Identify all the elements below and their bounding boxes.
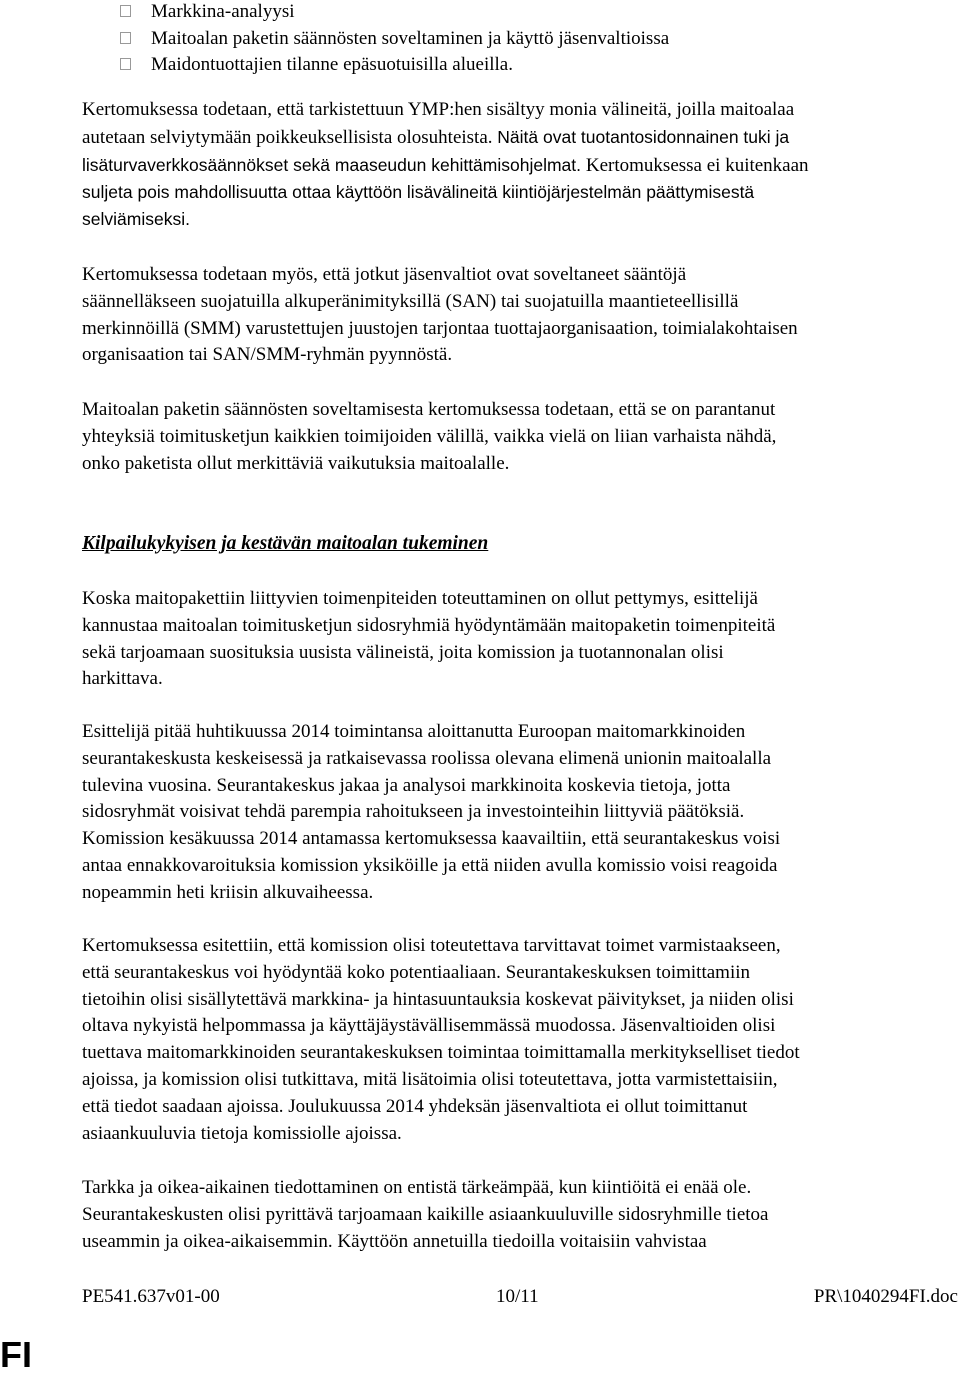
text-line: tietoihin olisi sisällytettävä markkina- ja hintasuuntauksia koskevat päivitykset, ja niiden olisi <box>82 988 794 1010</box>
text-line: Seurantakeskusten olisi pyrittävä tarjoamaan kaikille asiaankuuluville sidosryhmille tietoa <box>82 1203 769 1225</box>
text-line: ajoissa, ja komission olisi tutkittava, mitä lisätoimia olisi toteutettava, jotta varmistettaisiin, <box>82 1068 778 1090</box>
paragraph-ymp-tools <box>82 97 958 233</box>
text-line-sans: suljeta pois mahdollisuutta ottaa käyttöön lisävälineitä kiintiöjärjestelmän päättymisestä <box>82 182 755 203</box>
footer-doc-code: PE541.637v01-00 <box>82 1286 220 1307</box>
text-segment-sans: Näitä ovat tuotantosidonnainen tuki ja <box>497 126 790 147</box>
text-line: tulevina vuosina. Seurantakeskus jakaa ja analysoi markkinoita koskevia tietoja, jotta <box>82 774 731 796</box>
text-line-sans <box>82 152 958 180</box>
list-item <box>120 25 669 52</box>
text-line: organisaation tai SAN/SMM-ryhmän pyynnöstä. <box>82 344 453 366</box>
text-line: oltava nykyistä helpommassa ja käyttäjäystävällisemmässä muodossa. Jäsenvaltioiden olisi <box>82 1015 776 1037</box>
bullet-list <box>120 0 669 81</box>
text-line: asiaankuuluvia tietoja komissiolle ajoissa. <box>82 1122 402 1144</box>
text-segment: autetaan selviytymään poikkeuksellisista olosuhteista. <box>82 126 493 148</box>
text-line: sidosryhmät voisivat tehdä parempia rahoitukseen ja investointeihin liittyviä päätöksiä. <box>82 801 745 823</box>
text-line: useammin ja oikea-aikaisemmin. Käyttöön annetuilla tiedoilla voitaisiin vahvistaa <box>82 1230 707 1252</box>
text-line: Esittelijä pitää huhtikuussa 2014 toimintansa aloittanutta Euroopan maitomarkkinoiden <box>82 721 746 742</box>
text-line <box>82 124 958 152</box>
bullet-box-icon <box>120 5 131 17</box>
paragraph-dairy-package <box>82 397 958 477</box>
text-line-sans: selviämiseksi. <box>82 209 190 230</box>
text-line: Kertomuksessa todetaan, että tarkistettuun YMP:hen sisältyy monia välineitä, joilla maitoalaa <box>82 99 795 120</box>
paragraph-commission-measures <box>82 933 958 1147</box>
text-segment-sans: lisäturvaverkkosäännökset sekä maaseudun kehittämisohjelmat. <box>82 154 582 175</box>
text-line: seurantakeskusta keskeisessä ja ratkaisevassa roolissa olevana elimenä unionin maitoalalla <box>82 747 772 769</box>
paragraph-rapporteur-encourages <box>82 586 958 693</box>
language-code: FI <box>0 1334 32 1375</box>
text-line: että tiedot saadaan ajoissa. Joulukuussa 2014 yhdeksän jäsenvaltiota ei ollut toimittanut <box>82 1095 748 1117</box>
text-line: yhteyksiä toimitusketjun kaikkien toimijoiden välillä, vaikka vielä on liian varhaista nähdä, <box>82 425 777 447</box>
footer-page-number: 10/11 <box>496 1286 539 1307</box>
paragraph-timely-info <box>82 1175 958 1255</box>
list-item-text: Maidontuottajien tilanne epäsuotuisilla alueilla. <box>151 54 513 75</box>
text-line: nopeammin heti kriisin alkuvaiheessa. <box>82 881 374 903</box>
list-item-text: Markkina-analyysi <box>151 1 295 22</box>
footer-doc-ref: PR\1040294FI.doc <box>813 1286 958 1307</box>
text-line: Koska maitopakettiin liittyvien toimenpiteiden toteuttaminen on ollut pettymys, esittelijä <box>82 588 758 609</box>
text-line: kannustaa maitoalan toimitusketjun sidosryhmiä hyödyntämään maitopaketin toimenpiteitä <box>82 614 776 636</box>
text-line: säännelläkseen suojatuilla alkuperänimityksillä (SAN) tai suojatuilla maantieteellisillä <box>82 290 739 312</box>
text-line: Maitoalan paketin säännösten soveltamisesta kertomuksessa todetaan, että se on parantanut <box>82 399 776 420</box>
text-line: Kertomuksessa esitettiin, että komission olisi toteutettava tarvittavat toimet varmistaakseen, <box>82 935 781 956</box>
bullet-box-icon <box>120 58 131 70</box>
text-line: merkinnöillä (SMM) varustettujen juustojen tarjontaa tuottajaorganisaation, toimialakohtaisen <box>82 317 798 339</box>
text-line: sekä tarjoamaan suosituksia uusista välineistä, joita komission ja tuotannonalan olisi <box>82 641 724 663</box>
paragraph-observatory <box>82 719 958 907</box>
text-line: onko paketista ollut merkittäviä vaikutuksia maitoalalle. <box>82 452 510 474</box>
text-line: että seurantakeskus voi hyödyntää koko potentiaaliaan. Seurantakeskuksen toimittamiin <box>82 961 750 983</box>
list-item <box>120 0 669 25</box>
text-line: antaa ennakkovaroituksia komission yksiköille ja että niiden avulla komissio voisi reagoida <box>82 854 778 876</box>
list-item-text: Maitoalan paketin säännösten soveltaminen ja käyttö jäsenvaltioissa <box>151 28 670 49</box>
section-heading: Kilpailukykyisen ja kestävän maitoalan tukeminen <box>82 533 489 554</box>
text-line: Kertomuksessa todetaan myös, että jotkut jäsenvaltiot ovat soveltaneet sääntöjä <box>82 264 687 285</box>
text-line: Komission kesäkuussa 2014 antamassa kertomuksessa kaavailtiin, että seurantakeskus voisi <box>82 828 781 850</box>
text-line: tuettava maitomarkkinoiden seurantakeskuksen toimintaa toimittamalla merkitykselliset tiedot <box>82 1042 800 1064</box>
text-segment: Kertomuksessa ei kuitenkaan <box>585 154 809 176</box>
text-line: harkittava. <box>82 668 163 690</box>
bullet-box-icon <box>120 32 131 44</box>
paragraph-san-smm <box>82 262 958 369</box>
list-item <box>120 51 669 78</box>
text-line: Tarkka ja oikea-aikainen tiedottaminen on entistä tärkeämpää, kun kiintiöitä ei enää ole. <box>82 1177 752 1198</box>
